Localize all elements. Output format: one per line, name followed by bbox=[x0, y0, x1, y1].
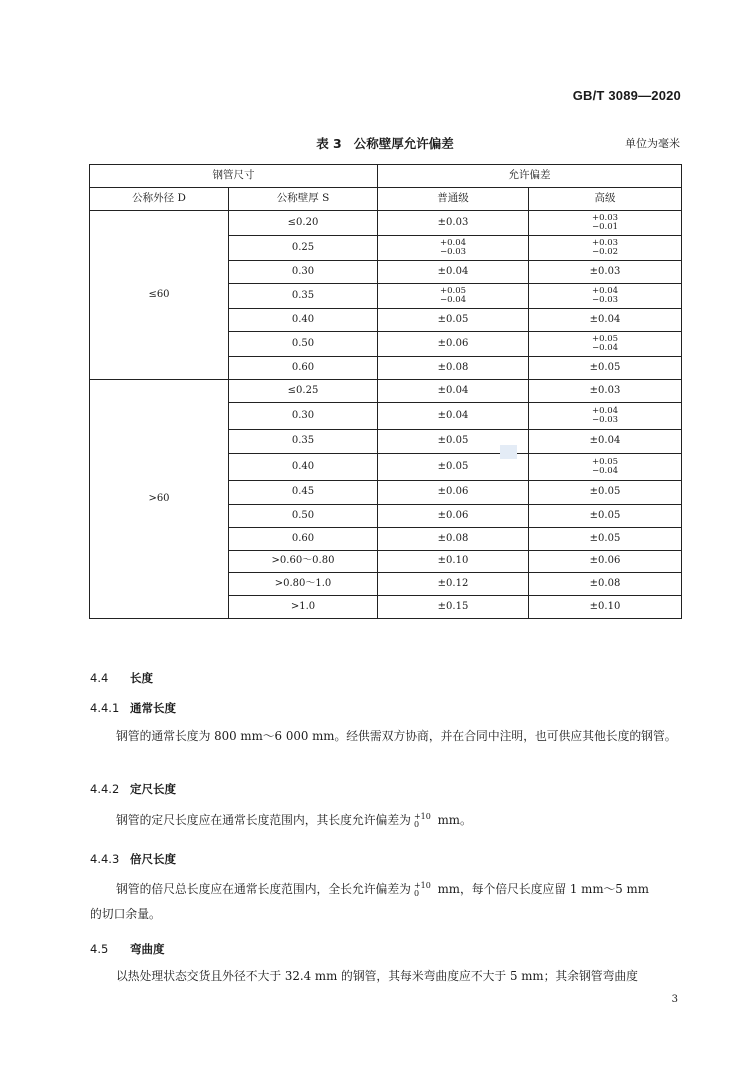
total-length-tolerance: +10 0 bbox=[413, 881, 431, 898]
section-4-4-heading: 4.4 长度 bbox=[90, 671, 153, 685]
normal-grade-tolerance-cell: ±0.05 bbox=[378, 454, 529, 481]
normal-grade-tolerance-cell: ±0.03 bbox=[378, 211, 529, 236]
wall-thickness-tolerance-table bbox=[89, 164, 682, 619]
table-row bbox=[90, 211, 682, 236]
group-header-tolerance: 允许偏差 bbox=[378, 165, 682, 188]
column-header-normal-grade: 普通级 bbox=[378, 188, 529, 211]
high-grade-tolerance-cell: ±0.03 bbox=[529, 261, 682, 284]
normal-grade-tolerance-cell bbox=[378, 284, 529, 309]
wall-thickness-cell: ≤0.20 bbox=[229, 211, 378, 236]
high-grade-tolerance-cell: ±0.03 bbox=[529, 380, 682, 403]
normal-grade-tolerance-cell: ±0.10 bbox=[378, 551, 529, 573]
wall-thickness-cell: 0.60 bbox=[229, 357, 378, 380]
tolerance-stack: +0.04 −0.03 bbox=[591, 285, 619, 305]
wall-thickness-cell: 0.25 bbox=[229, 236, 378, 261]
tolerance-stack: +0.05 −0.04 bbox=[591, 333, 619, 353]
table-unit: 单位为毫米 bbox=[625, 137, 680, 150]
section-4-5-heading: 4.5 弯曲度 bbox=[90, 942, 165, 956]
normal-grade-tolerance-cell: ±0.05 bbox=[378, 430, 529, 454]
paragraph-4-4-3: 钢管的倍尺总长度应在通常长度范围内，全长允许偏差为 +10 0 mm，每个倍尺长度应留 1 mm～5 mm 的切口余量。 bbox=[90, 881, 649, 921]
normal-grade-tolerance-cell: ±0.06 bbox=[378, 481, 529, 505]
column-header-wall-thickness: 公称壁厚 S bbox=[229, 188, 378, 211]
table-number: 表 3 bbox=[316, 136, 342, 151]
tolerance-stack: +0.04 −0.03 bbox=[591, 405, 619, 425]
tolerance-stack: +0.04 −0.03 bbox=[439, 237, 467, 257]
wall-thickness-cell: 0.35 bbox=[229, 284, 378, 309]
normal-grade-tolerance-cell: ±0.04 bbox=[378, 403, 529, 430]
column-header-high-grade: 高级 bbox=[529, 188, 682, 211]
high-grade-tolerance-cell: ±0.04 bbox=[529, 309, 682, 332]
tolerance-stack: +0.03 −0.02 bbox=[591, 237, 619, 257]
wall-thickness-cell: >1.0 bbox=[229, 596, 378, 619]
normal-grade-tolerance-cell: ±0.05 bbox=[378, 309, 529, 332]
wall-thickness-cell: 0.35 bbox=[229, 430, 378, 454]
table-row bbox=[90, 380, 682, 403]
high-grade-tolerance-cell bbox=[529, 236, 682, 261]
length-tolerance: +10 0 bbox=[413, 812, 431, 829]
high-grade-tolerance-cell: ±0.08 bbox=[529, 573, 682, 596]
wall-thickness-cell: >0.60～0.80 bbox=[229, 551, 378, 573]
normal-grade-tolerance-cell: ±0.08 bbox=[378, 357, 529, 380]
normal-grade-tolerance-cell: ±0.06 bbox=[378, 332, 529, 357]
high-grade-tolerance-cell bbox=[529, 332, 682, 357]
standard-code: GB/T 3089—2020 bbox=[572, 88, 681, 103]
section-4-4-2-heading: 4.4.2 定尺长度 bbox=[90, 782, 176, 796]
paragraph-4-4-1: 钢管的通常长度为 800 mm～6 000 mm。经供需双方协商，并在合同中注明，也可供应其他长度的钢管。 bbox=[116, 729, 677, 743]
wall-thickness-cell: 0.45 bbox=[229, 481, 378, 505]
table-title: 公称壁厚允许偏差 bbox=[353, 136, 454, 151]
high-grade-tolerance-cell bbox=[529, 403, 682, 430]
tolerance-stack: +0.05 −0.04 bbox=[439, 285, 467, 305]
tolerance-stack: +0.05 −0.04 bbox=[591, 456, 619, 476]
table-caption bbox=[90, 134, 680, 152]
normal-grade-tolerance-cell: ±0.06 bbox=[378, 505, 529, 528]
wall-thickness-cell: ≤0.25 bbox=[229, 380, 378, 403]
high-grade-tolerance-cell: ±0.05 bbox=[529, 481, 682, 505]
table-caption-row bbox=[90, 134, 680, 152]
page-number: 3 bbox=[671, 994, 678, 1005]
column-header-outer-diameter: 公称外径 D bbox=[90, 188, 229, 211]
section-4-4-1-heading: 4.4.1 通常长度 bbox=[90, 701, 176, 715]
wall-thickness-cell: >0.80～1.0 bbox=[229, 573, 378, 596]
wall-thickness-cell: 0.50 bbox=[229, 505, 378, 528]
high-grade-tolerance-cell: ±0.06 bbox=[529, 551, 682, 573]
paragraph-4-5: 以热处理状态交货且外径不大于 32.4 mm 的钢管，其每米弯曲度应不大于 5 mm；其余钢管弯曲度 bbox=[116, 969, 638, 983]
wall-thickness-cell: 0.60 bbox=[229, 528, 378, 551]
wall-thickness-cell: 0.40 bbox=[229, 454, 378, 481]
high-grade-tolerance-cell bbox=[529, 284, 682, 309]
high-grade-tolerance-cell: ±0.05 bbox=[529, 357, 682, 380]
high-grade-tolerance-cell bbox=[529, 211, 682, 236]
wall-thickness-cell: 0.30 bbox=[229, 403, 378, 430]
wall-thickness-cell: 0.30 bbox=[229, 261, 378, 284]
high-grade-tolerance-cell: ±0.05 bbox=[529, 528, 682, 551]
high-grade-tolerance-cell: ±0.10 bbox=[529, 596, 682, 619]
section-4-4-3-heading: 4.4.3 倍尺长度 bbox=[90, 852, 176, 866]
wall-thickness-cell: 0.40 bbox=[229, 309, 378, 332]
group-header-size: 钢管尺寸 bbox=[90, 165, 378, 188]
outer-diameter-cell: >60 bbox=[90, 380, 229, 619]
normal-grade-tolerance-cell bbox=[378, 236, 529, 261]
normal-grade-tolerance-cell: ±0.08 bbox=[378, 528, 529, 551]
wall-thickness-cell: 0.50 bbox=[229, 332, 378, 357]
high-grade-tolerance-cell: ±0.05 bbox=[529, 505, 682, 528]
high-grade-tolerance-cell: ±0.04 bbox=[529, 430, 682, 454]
normal-grade-tolerance-cell: ±0.04 bbox=[378, 380, 529, 403]
tolerance-stack: +0.03 −0.01 bbox=[591, 212, 619, 232]
normal-grade-tolerance-cell: ±0.04 bbox=[378, 261, 529, 284]
paragraph-4-4-2: 钢管的定尺长度应在通常长度范围内，其长度允许偏差为 +10 0 mm。 bbox=[116, 812, 472, 829]
high-grade-tolerance-cell bbox=[529, 454, 682, 481]
outer-diameter-cell: ≤60 bbox=[90, 211, 229, 380]
normal-grade-tolerance-cell: ±0.15 bbox=[378, 596, 529, 619]
scan-mark bbox=[500, 445, 517, 459]
normal-grade-tolerance-cell: ±0.12 bbox=[378, 573, 529, 596]
